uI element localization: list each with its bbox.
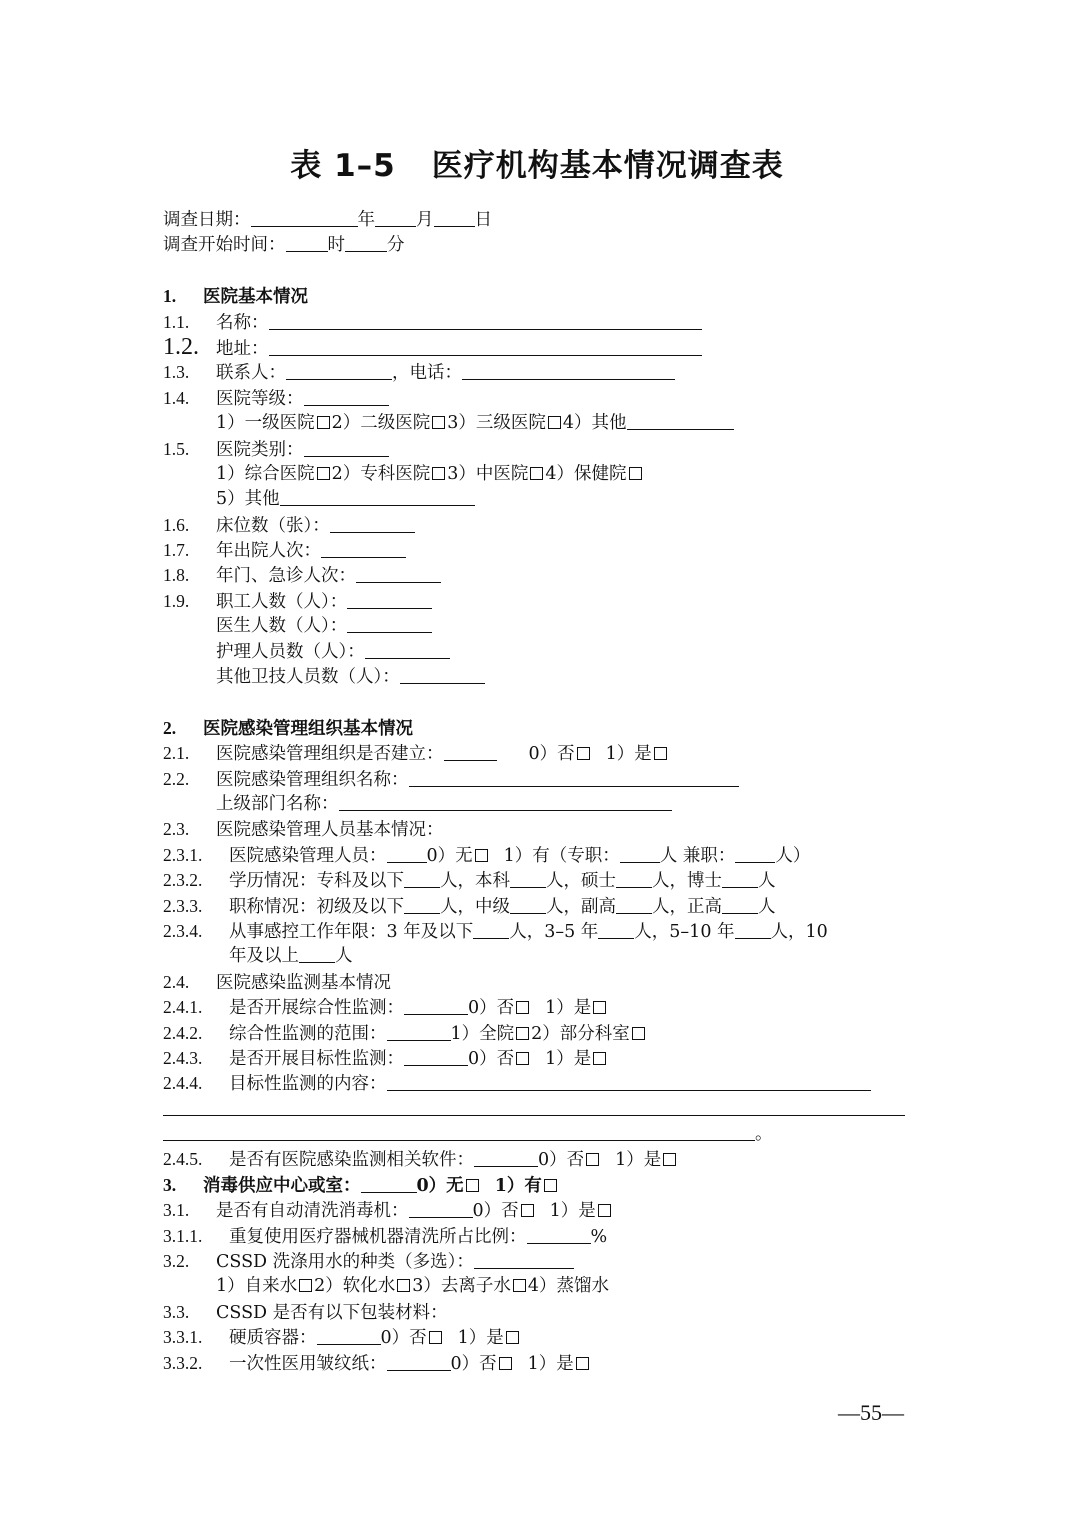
row-3-2-options: 1）自来水 2）软化水 3）去离子水 4）蒸馏水	[216, 1276, 610, 1297]
checkbox[interactable]	[663, 1153, 676, 1166]
checkbox[interactable]	[576, 1357, 589, 1370]
section-1-heading: 1. 医院基本情况	[163, 286, 308, 308]
cssd-field[interactable]	[361, 1174, 417, 1193]
hard-container-field[interactable]	[317, 1326, 381, 1345]
hospital-name-field[interactable]	[269, 311, 702, 330]
checkbox[interactable]	[506, 1331, 519, 1344]
year-field[interactable]	[251, 208, 358, 227]
row-nurses: 护理人员数（人）：	[163, 640, 923, 665]
row-3-3-2: 3.3.2. 一次性医用皱纹纸： 0）否 1）是	[163, 1351, 923, 1376]
row-3-1-1: 3.1.1. 重复使用医疗器械机器清洗所占比例： %	[163, 1225, 608, 1247]
edu-doctor-field[interactable]	[722, 869, 758, 888]
ic-staff-field[interactable]	[387, 844, 427, 863]
visits-field[interactable]	[356, 564, 441, 583]
doctors-field[interactable]	[347, 614, 432, 633]
row-2-4-2: 2.4.2. 综合性监测的范围： 1）全院 2）部分科室	[163, 1021, 923, 1046]
phone-field[interactable]	[462, 361, 675, 380]
water-field[interactable]	[474, 1250, 574, 1269]
contact-field[interactable]	[286, 361, 392, 380]
row-1-4: 1.4. 医院等级：	[163, 386, 923, 411]
row-2-3-1: 2.3.1. 医院感染管理人员： 0）无 1）有（专职： 人 兼职： 人）	[163, 844, 811, 866]
row-2-3-4: 2.3.4. 从事感控工作年限：3 年及以下 人，3–5 年 人，5–10 年 人，10	[163, 920, 828, 942]
checkbox[interactable]	[432, 416, 445, 429]
nurses-field[interactable]	[365, 640, 450, 659]
checkbox[interactable]	[598, 1204, 611, 1217]
row-1-9: 1.9. 职工人数（人）：	[163, 589, 923, 614]
minute-field[interactable]	[345, 233, 387, 252]
target-monitor-field[interactable]	[404, 1047, 468, 1066]
row-1-4-options: 1）一级医院 2）二级医院 3）三级医院 4）其他	[163, 411, 923, 436]
beds-field[interactable]	[330, 514, 415, 533]
checkbox[interactable]	[577, 747, 590, 760]
checkbox[interactable]	[593, 1052, 606, 1065]
discharges-field[interactable]	[321, 539, 406, 558]
section-3-heading: 3. 消毒供应中心或室： 0）无 1）有	[163, 1173, 923, 1198]
row-other-staff: 其他卫技人员数（人）：	[163, 665, 923, 690]
month-field[interactable]	[375, 208, 416, 227]
grade-other-field[interactable]	[627, 411, 734, 430]
section-2-heading: 2. 医院感染管理组织基本情况	[163, 717, 413, 739]
comp-monitor-field[interactable]	[404, 996, 468, 1015]
row-2-3: 2.3. 医院感染管理人员基本情况：	[163, 819, 444, 841]
survey-time-row: 调查开始时间： 时 分	[163, 235, 405, 256]
survey-date-row: 调查日期： 年 月 日	[163, 210, 492, 230]
years-3to5-field[interactable]	[598, 920, 634, 939]
checkbox[interactable]	[299, 1279, 312, 1292]
edu-bachelor-field[interactable]	[510, 869, 546, 888]
org-name-field[interactable]	[409, 768, 739, 787]
row-1-6: 1.6. 床位数（张）：	[163, 513, 923, 538]
checkbox[interactable]	[429, 1331, 442, 1344]
checkbox[interactable]	[586, 1153, 599, 1166]
checkbox[interactable]	[513, 1279, 526, 1292]
checkbox[interactable]	[530, 467, 543, 480]
checkbox[interactable]	[544, 1179, 557, 1192]
software-field[interactable]	[474, 1148, 538, 1167]
day-field[interactable]	[434, 208, 475, 227]
row-2-3-4-cont: 年及以上 人	[229, 946, 353, 967]
checkbox[interactable]	[654, 747, 667, 760]
row-parent-dept: 上级部门名称：	[163, 792, 923, 817]
row-2-4-5: 2.4.5. 是否有医院感染监测相关软件： 0）否 1）是	[163, 1147, 923, 1172]
grade-field[interactable]	[304, 387, 389, 406]
parent-dept-field[interactable]	[339, 792, 672, 811]
target-content-field[interactable]	[387, 1072, 871, 1091]
row-doctors: 医生人数（人）：	[163, 614, 923, 639]
address-field[interactable]	[269, 337, 702, 356]
row-2-4-3: 2.4.3. 是否开展目标性监测： 0）否 1）是	[163, 1046, 923, 1071]
target-content-field-2[interactable]	[163, 1097, 905, 1116]
other-staff-field[interactable]	[400, 665, 485, 684]
row-2-4: 2.4. 医院感染监测基本情况	[163, 971, 391, 993]
type-field[interactable]	[304, 438, 389, 457]
years-over10-field[interactable]	[299, 944, 335, 963]
checkbox[interactable]	[632, 1027, 645, 1040]
row-1-2: 1.2. 地址：	[163, 335, 923, 360]
edu-college-field[interactable]	[404, 869, 440, 888]
target-content-field-3[interactable]	[163, 1122, 755, 1141]
title-full-field[interactable]	[722, 895, 758, 914]
page-number: —55—	[838, 1400, 904, 1425]
checkbox[interactable]	[516, 1027, 529, 1040]
comp-scope-field[interactable]	[387, 1022, 451, 1041]
title-junior-field[interactable]	[404, 895, 440, 914]
checkbox[interactable]	[475, 849, 488, 862]
row-3-3-1: 3.3.1. 硬质容器： 0）否 1）是	[163, 1325, 923, 1350]
row-1-3: 1.3. 联系人： ，电话：	[163, 360, 923, 385]
checkbox[interactable]	[521, 1204, 534, 1217]
target-content-line-3: 。	[163, 1122, 923, 1147]
crepe-paper-field[interactable]	[387, 1352, 451, 1371]
checkbox[interactable]	[466, 1179, 479, 1192]
row-2-4-1: 2.4.1. 是否开展综合性监测： 0）否 1）是	[163, 995, 923, 1020]
row-2-3-3: 2.3.3. 职称情况：初级及以下 人，中级 人，副高 人，正高 人	[163, 895, 776, 917]
checkbox[interactable]	[516, 1001, 529, 1014]
years-under3-field[interactable]	[473, 920, 509, 939]
row-2-1: 2.1. 医院感染管理组织是否建立： 0）否 1）是	[163, 741, 923, 766]
row-3-3: 3.3. CSSD 是否有以下包装材料：	[163, 1301, 448, 1323]
checkbox[interactable]	[629, 467, 642, 480]
row-3-2: 3.2. CSSD 洗涤用水的种类（多选）：	[163, 1249, 923, 1274]
page-title: 表 1–5 医疗机构基本情况调查表	[290, 148, 784, 184]
type-other-field[interactable]	[280, 487, 475, 506]
checkbox[interactable]	[317, 467, 330, 480]
row-1-1: 1.1. 名称：	[163, 310, 923, 335]
row-2-2: 2.2. 医院感染管理组织名称：	[163, 767, 923, 792]
title-senior-field[interactable]	[616, 895, 652, 914]
ratio-field[interactable]	[527, 1225, 591, 1244]
org-established-field[interactable]	[444, 742, 497, 761]
row-1-7: 1.7. 年出院人次：	[163, 538, 923, 563]
auto-washer-field[interactable]	[409, 1199, 473, 1218]
row-3-1: 3.1. 是否有自动清洗消毒机： 0）否 1）是	[163, 1198, 923, 1223]
checkbox[interactable]	[516, 1052, 529, 1065]
checkbox[interactable]	[548, 416, 561, 429]
row-1-5-options: 1）综合医院 2）专科医院 3）中医院 4）保健院	[163, 462, 923, 487]
checkbox[interactable]	[432, 467, 445, 480]
row-1-5: 1.5. 医院类别：	[163, 437, 923, 462]
row-2-3-2: 2.3.2. 学历情况：专科及以下 人，本科 人，硕士 人，博士 人	[163, 870, 776, 892]
survey-form	[163, 208, 923, 1376]
years-5to10-field[interactable]	[735, 920, 771, 939]
edu-master-field[interactable]	[616, 869, 652, 888]
fulltime-field[interactable]	[620, 844, 660, 863]
checkbox[interactable]	[499, 1357, 512, 1370]
parttime-field[interactable]	[735, 844, 775, 863]
target-content-line-2	[163, 1097, 923, 1122]
row-1-8: 1.8. 年门、急诊人次：	[163, 563, 923, 588]
checkbox[interactable]	[593, 1001, 606, 1014]
staff-field[interactable]	[347, 590, 432, 609]
hour-field[interactable]	[286, 233, 328, 252]
row-2-4-4: 2.4.4. 目标性监测的内容：	[163, 1071, 923, 1096]
title-mid-field[interactable]	[510, 895, 546, 914]
checkbox[interactable]	[397, 1279, 410, 1292]
row-1-5-other: 5）其他	[163, 487, 923, 512]
checkbox[interactable]	[317, 416, 330, 429]
